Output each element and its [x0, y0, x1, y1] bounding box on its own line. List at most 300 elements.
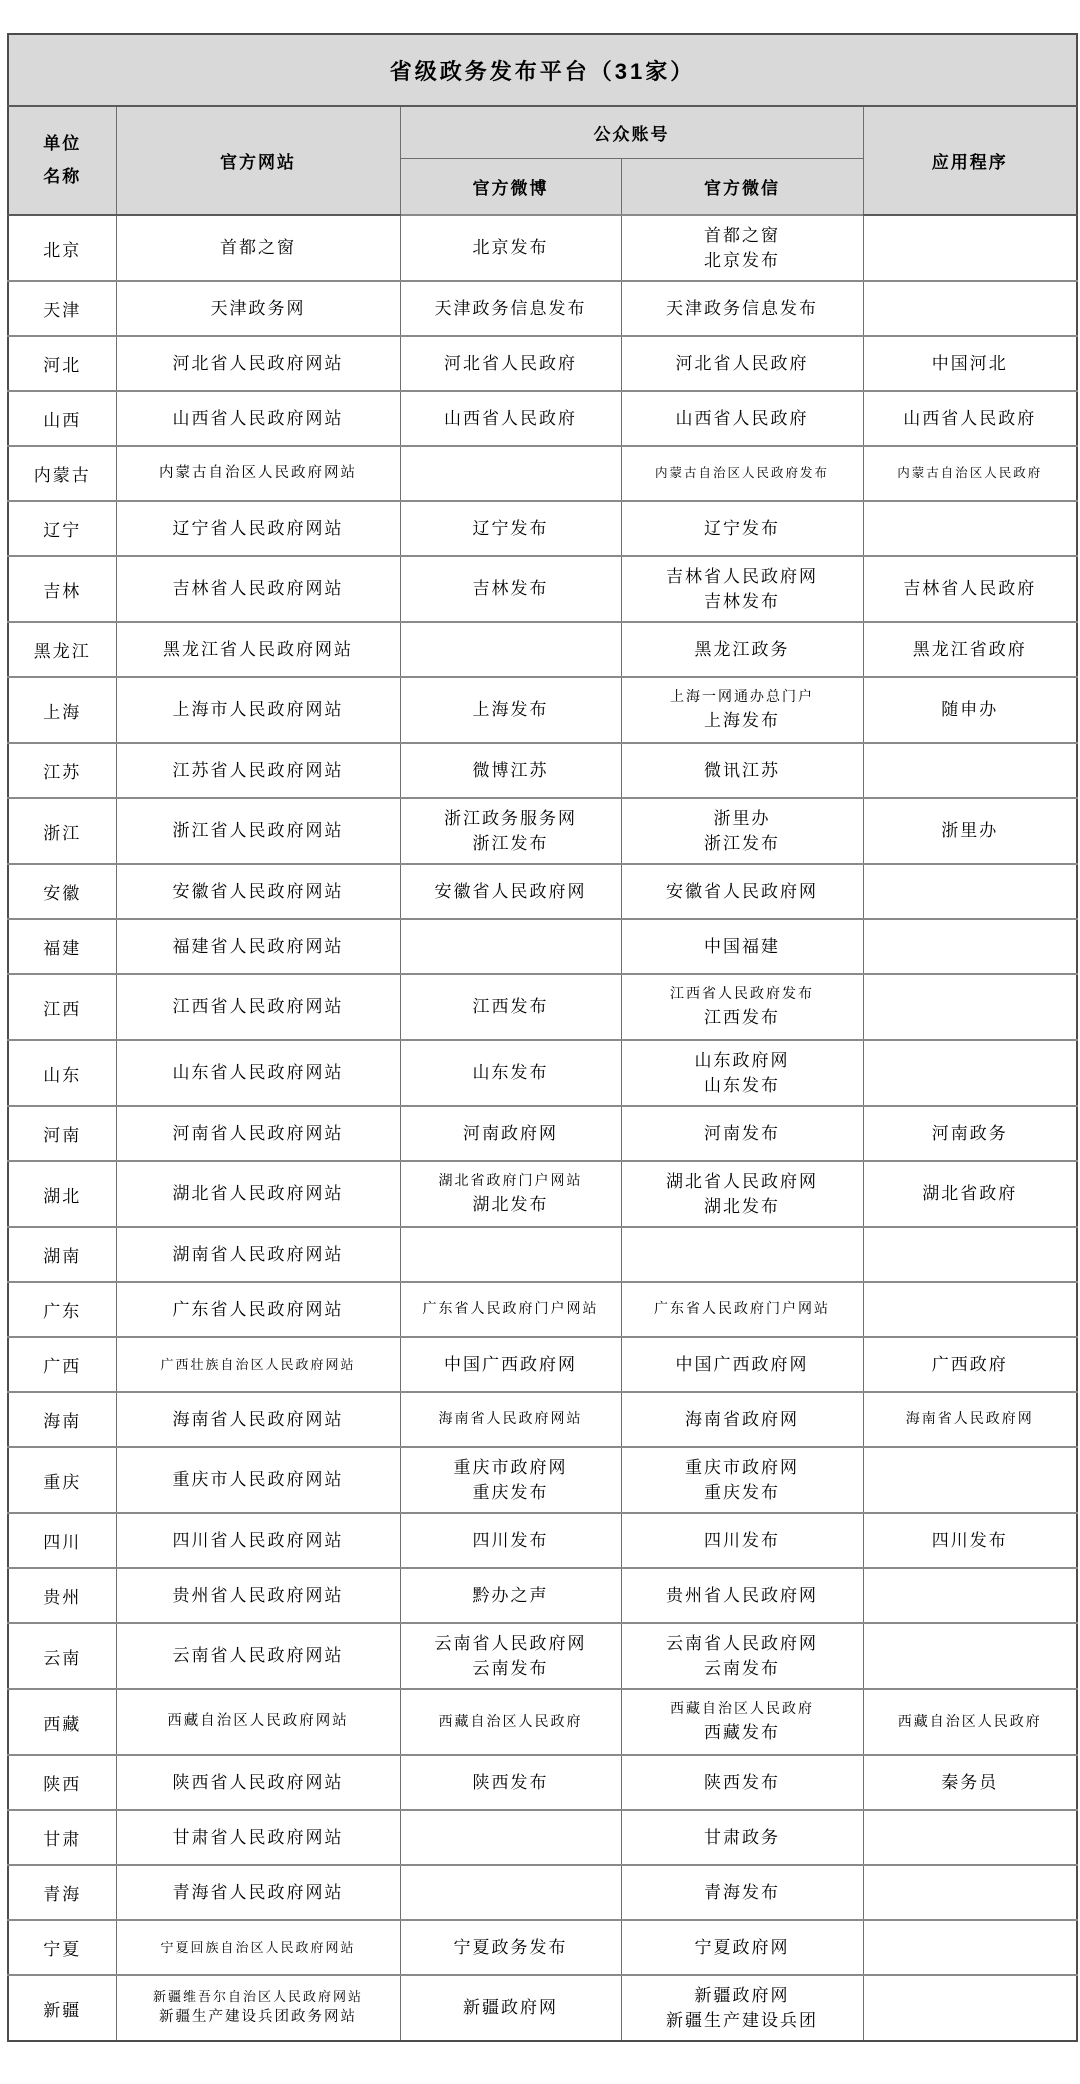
cell-line: 江西省人民政府网站: [172, 997, 344, 1017]
cell-line: 湖北省政府: [922, 1184, 1018, 1204]
unit-cell: 河北: [8, 336, 116, 391]
website-cell: [116, 1865, 400, 1920]
table-row: [8, 1865, 1077, 1920]
cell-line: 重庆发布: [704, 1483, 780, 1502]
cell-line: 中国福建: [704, 936, 780, 956]
table-row: [8, 677, 1077, 743]
cell-line: 西藏自治区人民政府: [670, 1701, 814, 1717]
wechat-cell: [621, 1106, 863, 1161]
cell-line: 中国河北: [931, 353, 1008, 373]
weibo-cell: [400, 1513, 621, 1568]
cell-line: 浙江省人民政府网站: [172, 821, 344, 841]
cell-line: 辽宁发布: [704, 518, 780, 538]
unit-cell: 内蒙古: [8, 446, 116, 501]
cell-line: 山东发布: [704, 1076, 780, 1095]
table-row: [8, 1337, 1077, 1392]
cell-line: 微博江苏: [472, 760, 549, 780]
website-cell: [116, 798, 400, 864]
website-cell: [116, 556, 400, 622]
unit-cell: 新疆: [8, 1975, 116, 2041]
weibo-cell: [400, 1040, 621, 1106]
website-cell: [116, 974, 400, 1040]
app-cell: [863, 1040, 1077, 1106]
cell-line: 江苏省人民政府网站: [172, 760, 344, 780]
website-cell: [116, 743, 400, 798]
unit-cell: 上海: [8, 677, 116, 743]
table-row: [8, 919, 1077, 974]
app-cell: [863, 622, 1077, 677]
cell-line: 山西省人民政府: [675, 408, 809, 428]
wechat-cell: [621, 1161, 863, 1227]
cell-line: 甘肃政务: [704, 1827, 780, 1847]
wechat-cell: [621, 974, 863, 1040]
cell-line: 安徽省人民政府网: [666, 881, 818, 901]
app-cell: [863, 743, 1077, 798]
table-row: [8, 1392, 1077, 1447]
cell-line: 浙江发布: [704, 834, 780, 853]
table-title: 省级政务发布平台（31家）: [8, 34, 1077, 106]
cell-line: 甘肃省人民政府网站: [172, 1827, 344, 1847]
cell-line: 内蒙古自治区人民政府: [897, 466, 1043, 481]
cell-line: 贵州省人民政府网: [666, 1585, 818, 1605]
table-row: [8, 446, 1077, 501]
cell-line: 吉林省人民政府网站: [172, 579, 344, 599]
cell-line: 山东省人民政府网站: [172, 1063, 344, 1083]
wechat-cell: [621, 215, 863, 281]
weibo-cell: [400, 1337, 621, 1392]
weibo-cell: [400, 1161, 621, 1227]
app-cell: [863, 215, 1077, 281]
app-cell: [863, 1810, 1077, 1865]
table-row: [8, 1513, 1077, 1568]
cell-line: 随申办: [941, 700, 999, 720]
website-cell: [116, 391, 400, 446]
cell-line: 新疆政府网: [694, 1985, 790, 2005]
cell-line: 湖北省人民政府网站: [172, 1184, 344, 1204]
wechat-cell: [621, 1282, 863, 1337]
cell-line: 吉林发布: [472, 579, 549, 599]
cell-line: 辽宁发布: [472, 518, 549, 538]
cell-line: 重庆发布: [472, 1483, 549, 1502]
cell-line: 云南发布: [472, 1659, 549, 1678]
weibo-cell: [400, 1755, 621, 1810]
weibo-cell: [400, 743, 621, 798]
table-row: [8, 1447, 1077, 1513]
column-header-wechat: 官方微信: [621, 158, 863, 215]
cell-line: 西藏自治区人民政府: [438, 1714, 583, 1730]
wechat-cell: [621, 1689, 863, 1755]
cell-line: 西藏自治区人民政府网站: [167, 1713, 349, 1730]
unit-cell: 吉林: [8, 556, 116, 622]
table-row: [8, 1755, 1077, 1810]
cell-line: 山西省人民政府: [444, 408, 577, 428]
unit-cell: 江苏: [8, 743, 116, 798]
cell-line: 四川发布: [704, 1530, 780, 1550]
column-header-website: 官方网站: [116, 106, 400, 215]
cell-line: 上海市人民政府网站: [172, 700, 344, 720]
weibo-cell: [400, 1920, 621, 1975]
weibo-cell: [400, 798, 621, 864]
app-cell: [863, 1513, 1077, 1568]
table-row: [8, 1161, 1077, 1227]
cell-line: 宁夏回族自治区人民政府网站: [160, 1939, 356, 1955]
wechat-cell: [621, 281, 863, 336]
website-cell: [116, 1337, 400, 1392]
unit-cell: 河南: [8, 1106, 116, 1161]
cell-line: 北京发布: [704, 251, 780, 270]
cell-line: 陕西发布: [704, 1772, 780, 1792]
cell-line: 山东政府网: [694, 1050, 790, 1070]
cell-line: 安徽省人民政府网: [434, 881, 587, 901]
cell-line: 青海发布: [704, 1882, 780, 1902]
cell-line: 湖北省人民政府网: [666, 1171, 818, 1191]
wechat-cell: [621, 501, 863, 556]
wechat-cell: [621, 1623, 863, 1689]
weibo-cell: [400, 556, 621, 622]
cell-line: 秦务员: [941, 1772, 999, 1792]
unit-cell: 辽宁: [8, 501, 116, 556]
app-cell: [863, 1755, 1077, 1810]
table-row: [8, 622, 1077, 677]
weibo-cell: [400, 391, 621, 446]
cell-line: 河北省人民政府: [444, 353, 577, 373]
wechat-cell: [621, 1810, 863, 1865]
wechat-cell: [621, 1447, 863, 1513]
cell-line: 陕西发布: [472, 1772, 549, 1792]
website-cell: [116, 215, 400, 281]
unit-cell: 北京: [8, 215, 116, 281]
cell-line: 内蒙古自治区人民政府发布: [654, 466, 829, 481]
weibo-cell: [400, 1447, 621, 1513]
weibo-cell: [400, 677, 621, 743]
cell-line: 湖北省政府门户网站: [438, 1173, 583, 1189]
wechat-cell: [621, 798, 863, 864]
weibo-cell: [400, 1865, 621, 1920]
cell-line: 黑龙江政务: [694, 639, 790, 659]
cell-line: 广东省人民政府网站: [172, 1299, 344, 1319]
cell-line: 上海一网通办总门户: [670, 689, 814, 705]
wechat-cell: [621, 1755, 863, 1810]
wechat-cell: [621, 1227, 863, 1282]
cell-line: 重庆市人民政府网站: [172, 1470, 344, 1490]
column-header-public-accounts: 公众账号: [400, 106, 863, 158]
cell-line: 河南省人民政府网站: [172, 1123, 344, 1143]
app-cell: [863, 1920, 1077, 1975]
column-header-weibo: 官方微博: [400, 158, 621, 215]
cell-line: 河南政务: [931, 1123, 1008, 1143]
cell-line: 西藏发布: [704, 1722, 780, 1742]
cell-line: 河北省人民政府: [675, 353, 809, 373]
cell-line: 吉林发布: [704, 592, 780, 611]
cell-line: 重庆市政府网: [453, 1457, 568, 1477]
wechat-cell: [621, 556, 863, 622]
app-cell: [863, 1568, 1077, 1623]
weibo-cell: [400, 215, 621, 281]
wechat-cell: [621, 1975, 863, 2041]
cell-line: 海南省人民政府网站: [172, 1409, 344, 1429]
cell-line: 黔办之声: [472, 1585, 549, 1605]
cell-line: 山东发布: [472, 1063, 549, 1083]
table-row: [8, 1623, 1077, 1689]
app-cell: [863, 1392, 1077, 1447]
app-cell: [863, 1623, 1077, 1689]
website-cell: [116, 1810, 400, 1865]
weibo-cell: [400, 1227, 621, 1282]
unit-cell: 山西: [8, 391, 116, 446]
website-cell: [116, 1920, 400, 1975]
app-cell: [863, 1337, 1077, 1392]
website-cell: [116, 677, 400, 743]
website-cell: [116, 1392, 400, 1447]
wechat-cell: [621, 1513, 863, 1568]
website-cell: [116, 446, 400, 501]
title-row: [8, 34, 1077, 106]
table-row: [8, 1040, 1077, 1106]
cell-line: 湖南省人民政府网站: [172, 1244, 344, 1264]
app-cell: [863, 798, 1077, 864]
wechat-cell: [621, 864, 863, 919]
website-cell: [116, 622, 400, 677]
cell-line: 海南省政府网: [685, 1409, 799, 1429]
cell-line: 海南省人民政府网站: [438, 1412, 583, 1427]
cell-line: 广东省人民政府门户网站: [422, 1302, 599, 1317]
app-cell: [863, 864, 1077, 919]
cell-line: 宁夏政府网: [694, 1937, 790, 1957]
cell-line: 天津政务信息发布: [666, 298, 818, 318]
unit-cell: 重庆: [8, 1447, 116, 1513]
table-row: [8, 501, 1077, 556]
cell-line: 广西政府: [931, 1354, 1008, 1374]
cell-line: 西藏自治区人民政府: [897, 1714, 1042, 1730]
wechat-cell: [621, 1920, 863, 1975]
app-cell: [863, 1865, 1077, 1920]
weibo-cell: [400, 974, 621, 1040]
app-cell: [863, 1975, 1077, 2041]
cell-line: 云南发布: [704, 1659, 780, 1678]
unit-cell: 山东: [8, 1040, 116, 1106]
weibo-cell: [400, 1975, 621, 2041]
table-row: [8, 281, 1077, 336]
table-row: [8, 336, 1077, 391]
cell-line: 浙里办: [713, 808, 771, 828]
weibo-cell: [400, 336, 621, 391]
unit-cell: 广东: [8, 1282, 116, 1337]
cell-line: 辽宁省人民政府网站: [172, 518, 344, 538]
website-cell: [116, 281, 400, 336]
website-cell: [116, 1161, 400, 1227]
cell-line: 宁夏政务发布: [453, 1937, 568, 1957]
cell-line: 四川发布: [931, 1530, 1008, 1550]
app-cell: [863, 1161, 1077, 1227]
table-row: [8, 974, 1077, 1040]
app-cell: [863, 1447, 1077, 1513]
weibo-cell: [400, 919, 621, 974]
table-row: [8, 1810, 1077, 1865]
website-cell: [116, 336, 400, 391]
app-cell: [863, 336, 1077, 391]
weibo-cell: [400, 501, 621, 556]
wechat-cell: [621, 1040, 863, 1106]
website-cell: [116, 1568, 400, 1623]
table-row: [8, 1975, 1077, 2041]
wechat-cell: [621, 1337, 863, 1392]
website-cell: [116, 1513, 400, 1568]
wechat-cell: [621, 919, 863, 974]
unit-cell: 湖南: [8, 1227, 116, 1282]
unit-cell: 西藏: [8, 1689, 116, 1755]
cell-line: 山西省人民政府: [903, 408, 1037, 428]
table-header: [8, 34, 1077, 215]
cell-line: 中国广西政府网: [444, 1354, 577, 1374]
unit-cell: 陕西: [8, 1755, 116, 1810]
unit-cell: 福建: [8, 919, 116, 974]
wechat-cell: [621, 1865, 863, 1920]
cell-line: 天津政务信息发布: [434, 298, 587, 318]
wechat-cell: [621, 1392, 863, 1447]
cell-line: 山西省人民政府网站: [172, 408, 344, 428]
wechat-cell: [621, 391, 863, 446]
website-cell: [116, 1755, 400, 1810]
unit-cell: 湖北: [8, 1161, 116, 1227]
cell-line: 青海省人民政府网站: [172, 1882, 344, 1902]
cell-line: 四川发布: [472, 1530, 549, 1550]
cell-line: 河南发布: [704, 1123, 780, 1143]
table-row: [8, 215, 1077, 281]
platform-table: [7, 33, 1078, 2042]
table-row: [8, 1227, 1077, 1282]
website-cell: [116, 1623, 400, 1689]
table-row: [8, 1920, 1077, 1975]
weibo-cell: [400, 1282, 621, 1337]
weibo-cell: [400, 622, 621, 677]
weibo-cell: [400, 1106, 621, 1161]
table-row: [8, 864, 1077, 919]
unit-cell: 海南: [8, 1392, 116, 1447]
app-cell: [863, 974, 1077, 1040]
cell-line: 中国广西政府网: [675, 1354, 809, 1374]
app-cell: [863, 556, 1077, 622]
weibo-cell: [400, 864, 621, 919]
unit-cell: 浙江: [8, 798, 116, 864]
cell-line: 云南省人民政府网: [666, 1633, 818, 1653]
cell-line: 新疆维吾尔自治区人民政府网站: [152, 1989, 363, 2005]
unit-cell: 黑龙江: [8, 622, 116, 677]
cell-line: 四川省人民政府网站: [172, 1530, 344, 1550]
cell-line: 上海发布: [704, 710, 780, 730]
unit-cell: 宁夏: [8, 1920, 116, 1975]
cell-line: 江西发布: [472, 997, 549, 1017]
wechat-cell: [621, 446, 863, 501]
cell-line: 浙江发布: [472, 834, 549, 853]
cell-line: 江西发布: [704, 1007, 780, 1027]
website-cell: [116, 1689, 400, 1755]
website-cell: [116, 1282, 400, 1337]
cell-line: 海南省人民政府网: [905, 1412, 1034, 1427]
cell-line: 河南政府网: [463, 1123, 558, 1143]
cell-line: 新疆生产建设兵团: [666, 2011, 818, 2030]
cell-line: 吉林省人民政府: [903, 579, 1037, 599]
weibo-cell: [400, 1392, 621, 1447]
weibo-cell: [400, 1810, 621, 1865]
wechat-cell: [621, 622, 863, 677]
cell-line: 内蒙古自治区人民政府网站: [159, 464, 357, 481]
wechat-cell: [621, 336, 863, 391]
cell-line: 云南省人民政府网站: [172, 1646, 344, 1666]
unit-cell: 广西: [8, 1337, 116, 1392]
wechat-cell: [621, 743, 863, 798]
app-cell: [863, 1282, 1077, 1337]
weibo-cell: [400, 1623, 621, 1689]
unit-cell: 青海: [8, 1865, 116, 1920]
cell-line: 微讯江苏: [704, 760, 780, 780]
weibo-cell: [400, 446, 621, 501]
cell-line: 湖北发布: [472, 1194, 549, 1214]
cell-line: 陕西省人民政府网站: [172, 1772, 344, 1792]
cell-line: 浙江政务服务网: [444, 808, 577, 828]
column-header-app: 应用程序: [863, 106, 1077, 215]
cell-line: 北京发布: [472, 238, 549, 258]
website-cell: [116, 1106, 400, 1161]
unit-cell: 甘肃: [8, 1810, 116, 1865]
weibo-cell: [400, 1568, 621, 1623]
app-cell: [863, 446, 1077, 501]
app-cell: [863, 281, 1077, 336]
table-body: [8, 215, 1077, 2041]
cell-line: 江西省人民政府发布: [670, 986, 814, 1002]
cell-line: 河北省人民政府网站: [172, 353, 344, 373]
app-cell: [863, 501, 1077, 556]
table-row: [8, 391, 1077, 446]
table-row: [8, 1568, 1077, 1623]
cell-line: 福建省人民政府网站: [172, 936, 344, 956]
unit-cell: 贵州: [8, 1568, 116, 1623]
website-cell: [116, 1447, 400, 1513]
app-cell: [863, 919, 1077, 974]
cell-line: 首都之窗: [704, 225, 780, 245]
cell-line: 重庆市政府网: [685, 1457, 799, 1477]
cell-line: 湖北发布: [704, 1197, 780, 1216]
unit-cell: 天津: [8, 281, 116, 336]
weibo-cell: [400, 1689, 621, 1755]
cell-line: 安徽省人民政府网站: [172, 881, 344, 901]
cell-line: 吉林省人民政府网: [666, 566, 818, 586]
cell-line: 黑龙江省人民政府网站: [163, 639, 353, 659]
website-cell: [116, 1227, 400, 1282]
header-row-1: [8, 106, 1077, 158]
website-cell: [116, 501, 400, 556]
cell-line: 贵州省人民政府网站: [172, 1585, 344, 1605]
table-row: [8, 1282, 1077, 1337]
app-cell: [863, 391, 1077, 446]
cell-line: 上海发布: [472, 700, 549, 720]
cell-line: 云南省人民政府网: [434, 1633, 587, 1653]
wechat-cell: [621, 1568, 863, 1623]
cell-line: 广西壮族自治区人民政府网站: [160, 1356, 356, 1372]
website-cell: [116, 1975, 400, 2041]
app-cell: [863, 1689, 1077, 1755]
cell-line: 浙里办: [941, 821, 999, 841]
cell-line: 首都之窗: [220, 238, 296, 258]
table-row: [8, 1106, 1077, 1161]
wechat-cell: [621, 677, 863, 743]
unit-cell: 安徽: [8, 864, 116, 919]
unit-cell: 四川: [8, 1513, 116, 1568]
app-cell: [863, 677, 1077, 743]
cell-line: 新疆政府网: [463, 1998, 558, 2018]
table-row: [8, 798, 1077, 864]
table-row: [8, 1689, 1077, 1755]
website-cell: [116, 1040, 400, 1106]
